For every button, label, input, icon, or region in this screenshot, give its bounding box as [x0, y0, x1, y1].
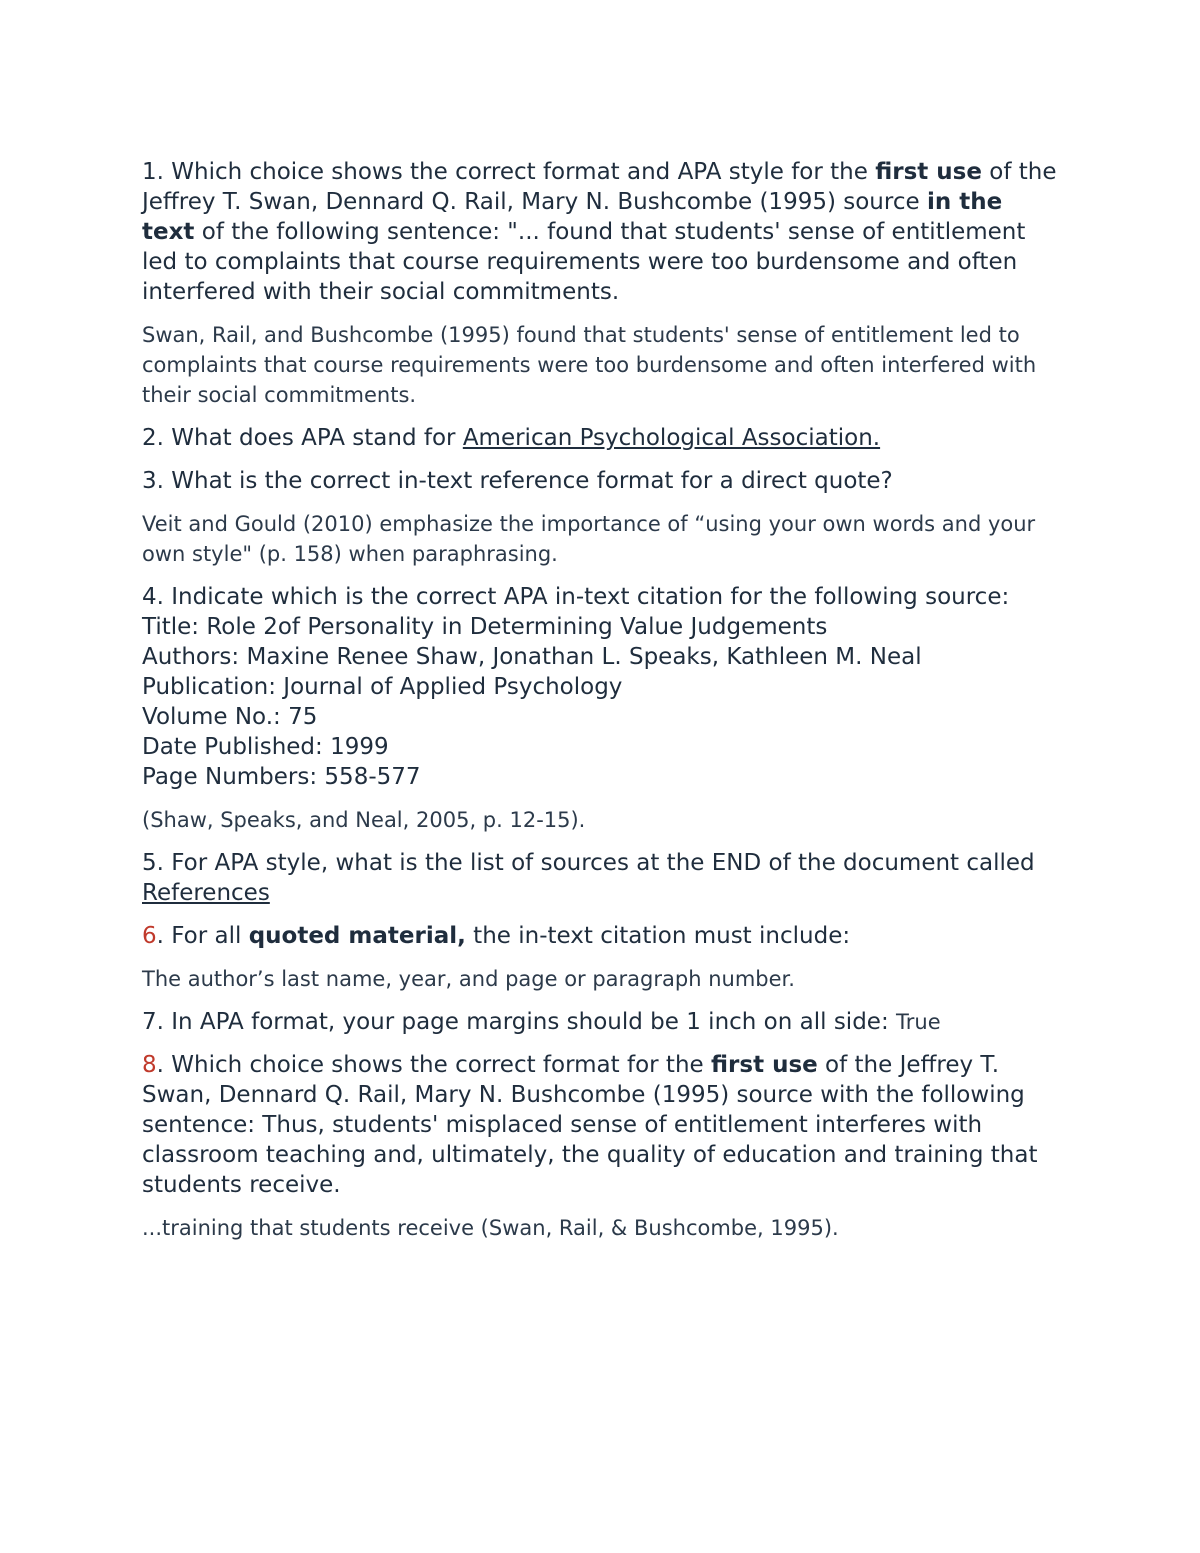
- answer-2: American Psychological Association.: [462, 425, 881, 451]
- answer-7: True: [896, 1010, 941, 1034]
- question-7: 7. In APA format, your page margins should be 1 inch on all side: True: [142, 1009, 941, 1035]
- source-publication: Publication: Journal of Applied Psychology: [142, 674, 623, 700]
- source-authors: Authors: Maxine Renee Shaw, Jonathan L. Speaks, Kathleen M. Neal: [142, 644, 922, 670]
- answer-4: (Shaw, Speaks, and Neal, 2005, p. 12-15).: [142, 808, 586, 832]
- question-5: 5. For APA style, what is the list of sources at the END of the document called References: [142, 850, 1035, 906]
- source-date: Date Published: 1999: [142, 734, 389, 760]
- source-volume: Volume No.: 75: [142, 704, 318, 730]
- answer-8: ...training that students receive (Swan, Rail, & Bushcombe, 1995).: [142, 1216, 839, 1240]
- source-pages: Page Numbers: 558-577: [142, 764, 421, 790]
- question-3: 3. What is the correct in-text reference format for a direct quote?: [142, 468, 893, 494]
- question-4: [142, 582, 1062, 792]
- document-body: [142, 157, 1062, 1256]
- source-title: Title: Role 2of Personality in Determining Value Judgements: [142, 614, 828, 640]
- question-1: 1. Which choice shows the correct format and APA style for the first use of the Jeffrey T. Swan, Dennard Q. Rail, Mary N. Bushcombe (1995) source in the text of the following sentence: "... found that students' sense of entitlement led to complaints that course requirements were too burdensome and often interfered with their social commitments.: [142, 159, 1057, 305]
- answer-1: Swan, Rail, and Bushcombe (1995) found that students' sense of entitlement led to complaints that course requirements were too burdensome and often interfered with their social commitments.: [142, 323, 1037, 407]
- question-4-lead: 4. Indicate which is the correct APA in-text citation for the following source:: [142, 584, 1010, 610]
- answer-6: The author’s last name, year, and page or paragraph number.: [142, 967, 795, 991]
- question-6: 6. For all quoted material, the in-text citation must include:: [142, 923, 851, 949]
- answer-3: Veit and Gould (2010) emphasize the importance of “using your own words and your own style" (p. 158) when paraphrasing.: [142, 512, 1036, 566]
- question-2: 2. What does APA stand for American Psychological Association.: [142, 425, 881, 451]
- answer-5: References: [142, 880, 270, 906]
- question-8: 8. Which choice shows the correct format for the first use of the Jeffrey T. Swan, Dennard Q. Rail, Mary N. Bushcombe (1995) source with the following sentence: Thus, students' misplaced sense of entitlement interferes with classroom teaching and, ultimately, the quality of education and training that students receive.: [142, 1052, 1038, 1198]
